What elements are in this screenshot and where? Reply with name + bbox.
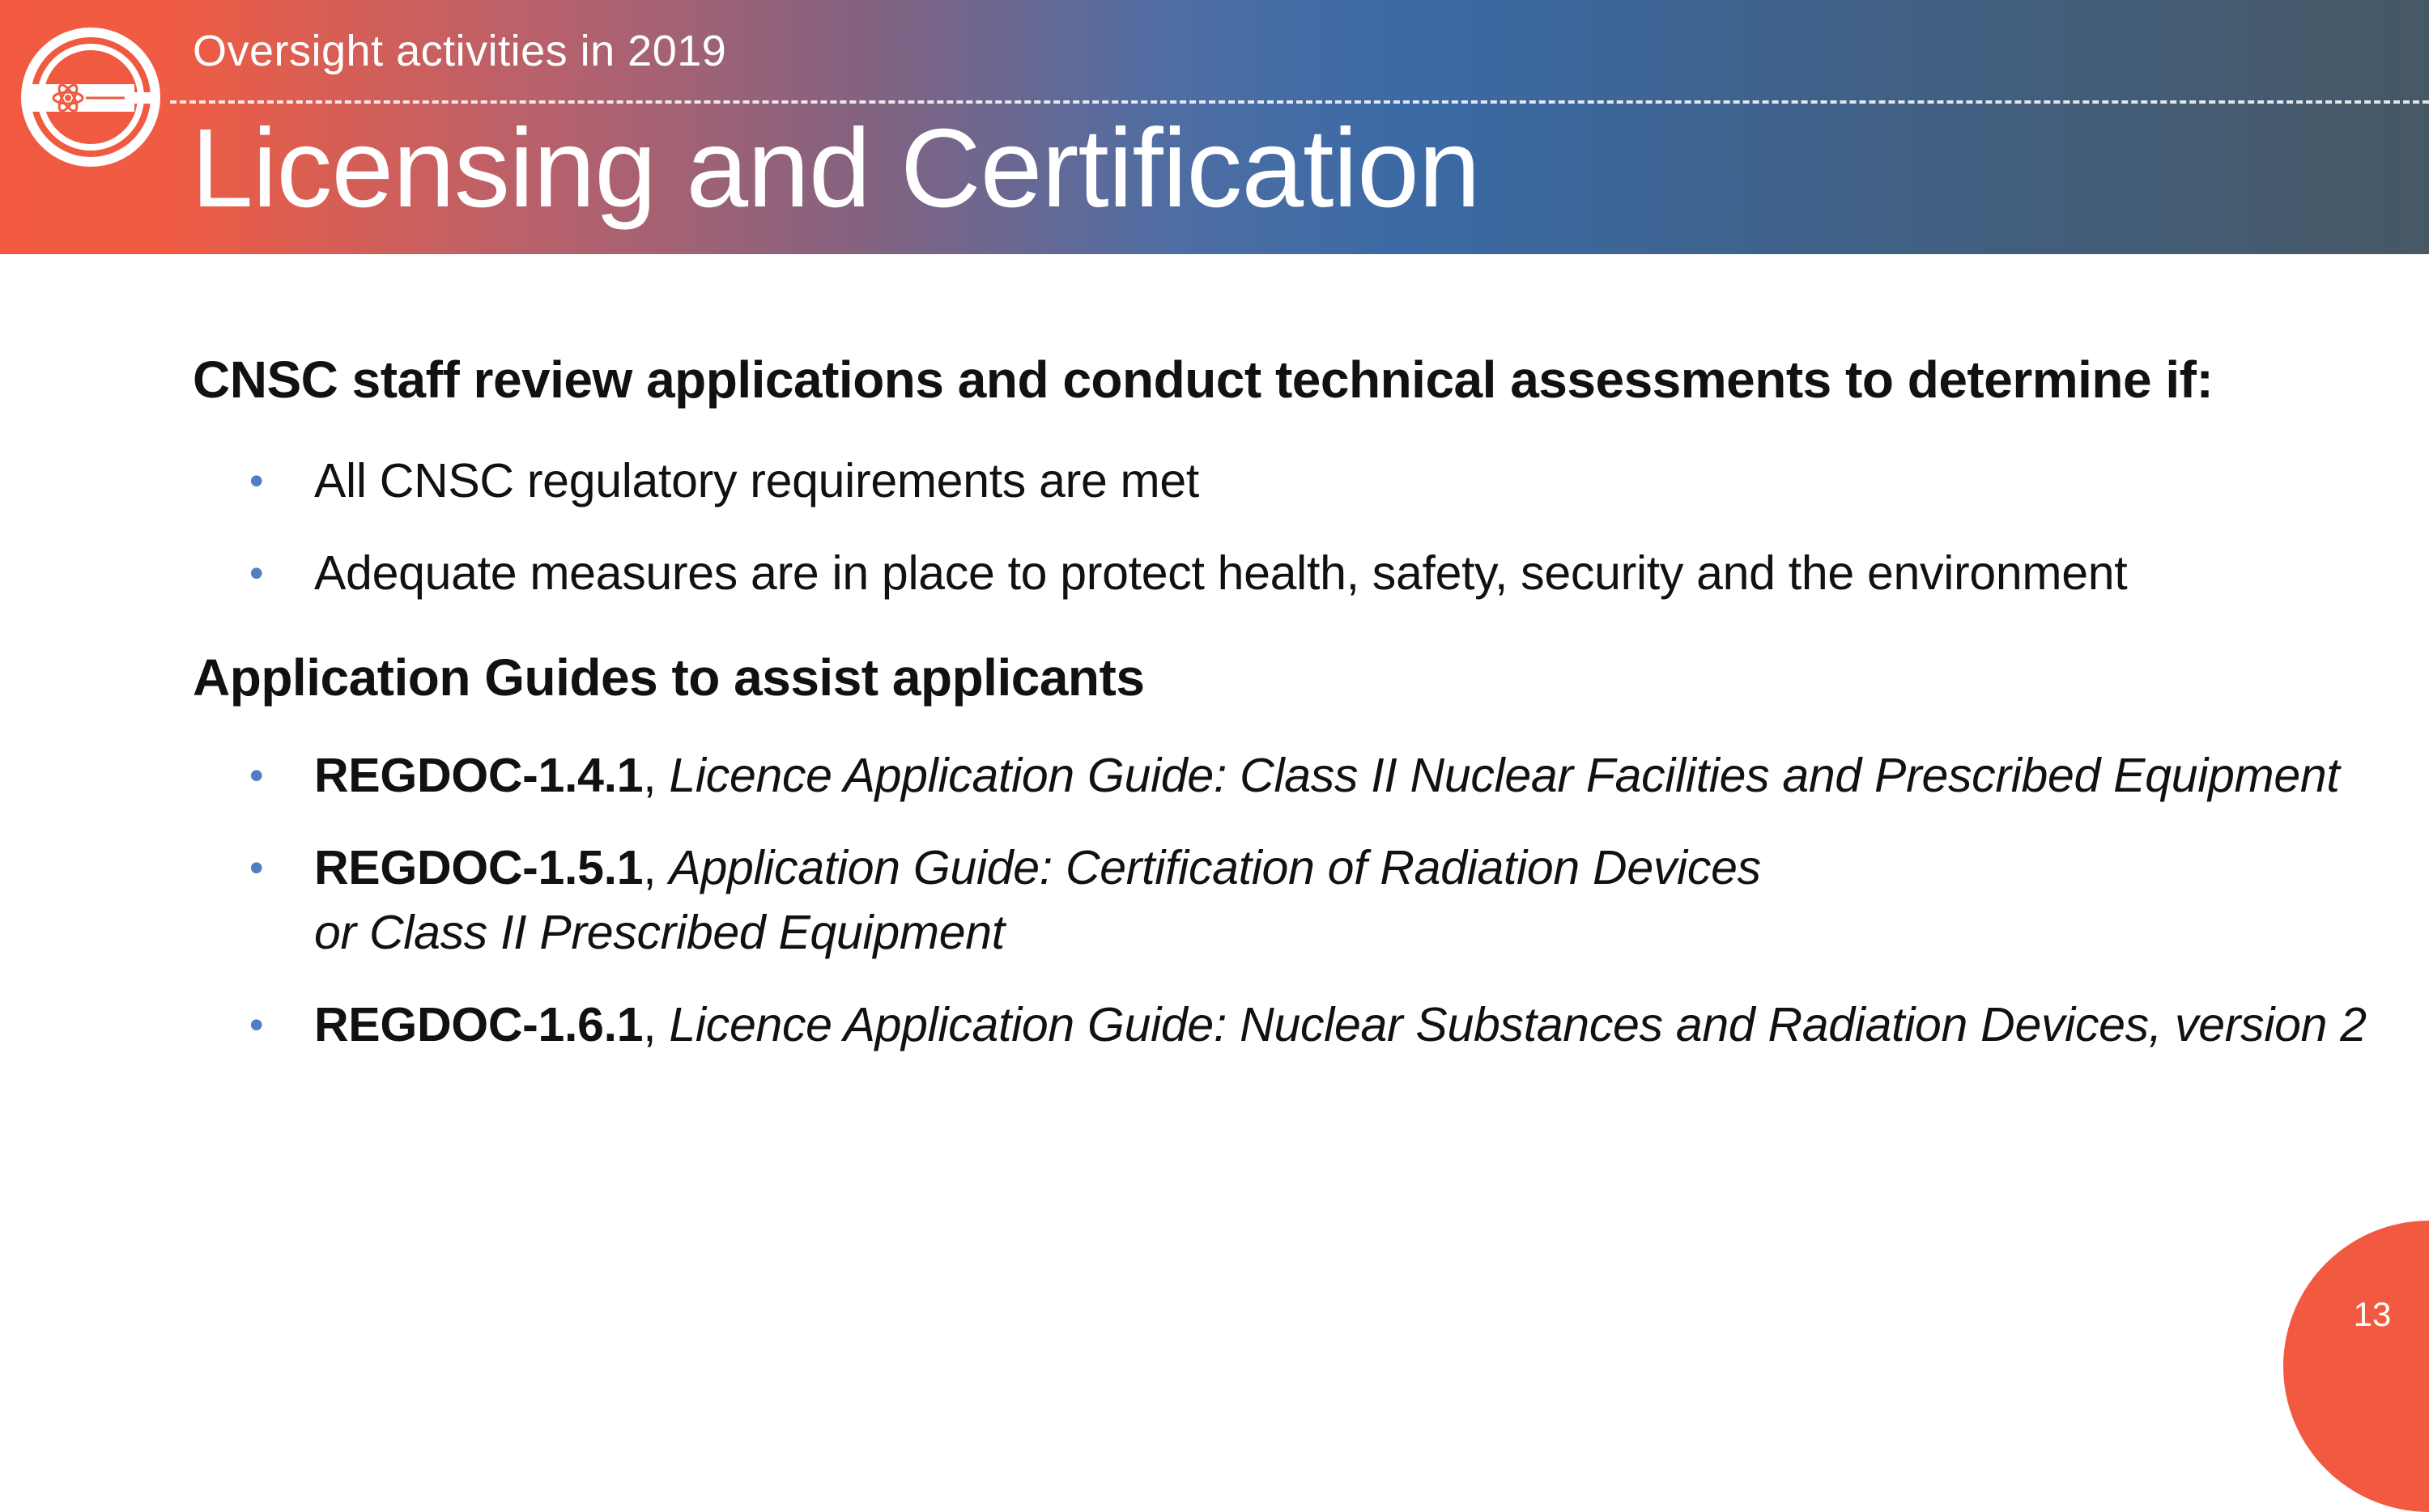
guide-title: Licence Application Guide: Class II Nuclear Facilities and Prescribed Equipment (669, 749, 2340, 802)
bullet-dot-icon: • (249, 1002, 264, 1047)
page-title: Licensing and Certification (191, 106, 1480, 231)
guide-separator: , (643, 998, 670, 1051)
guide-item (249, 743, 2340, 808)
list-item (249, 541, 2128, 605)
guide-separator: , (643, 841, 670, 894)
guide-item (249, 835, 1761, 965)
page-number: 13 (2353, 1295, 2392, 1333)
guide-code: REGDOC-1.6.1 (314, 998, 644, 1051)
guide-item (249, 992, 2367, 1057)
cnsc-atom-logo-icon (18, 24, 164, 170)
bullet-dot-icon: • (249, 845, 264, 890)
section-kicker: Oversight activities in 2019 (193, 27, 727, 75)
guide-title-continued: or Class II Prescribed Equipment (314, 906, 1005, 959)
list-item (249, 448, 1200, 513)
guide-code: REGDOC-1.4.1 (314, 749, 644, 802)
list-item-text: All CNSC regulatory requirements are met (314, 454, 1200, 508)
section-heading-guides: Application Guides to assist applicants (193, 648, 1145, 707)
bullet-dot-icon: • (249, 550, 264, 596)
guide-title: Application Guide: Certification of Radiation Devices (669, 841, 1761, 894)
guide-code: REGDOC-1.5.1 (314, 841, 644, 894)
guide-title: Licence Application Guide: Nuclear Substances and Radiation Devices, version 2 (669, 998, 2367, 1051)
list-item-text: Adequate measures are in place to protect health, safety, security and the environment (314, 546, 2128, 600)
slide-header (0, 0, 2429, 254)
bullet-dot-icon: • (249, 458, 264, 503)
guide-separator: , (643, 749, 670, 802)
bullet-dot-icon: • (249, 753, 264, 798)
section-heading-review: CNSC staff review applications and conduct technical assessments to determine if: (193, 350, 2214, 409)
page-number-badge (2283, 1221, 2429, 1512)
